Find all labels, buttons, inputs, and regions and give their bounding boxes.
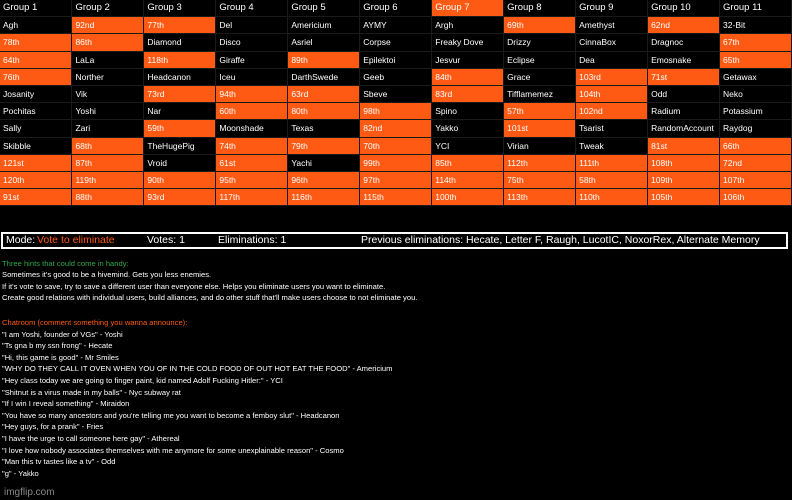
chat-message: "Hey guys, for a prank" - Fries [2,422,104,432]
player-cell: Virian [504,137,576,154]
player-cell: Sally [0,120,72,137]
player-cell: Vik [72,85,144,102]
eliminated-cell: 80th [288,103,360,120]
eliminated-cell: 84th [432,68,504,85]
groups-table [0,0,792,206]
status-bar [1,232,788,249]
group-header: Group 8 [504,0,576,17]
table-row [0,171,792,188]
eliminated-cell: 114th [432,171,504,188]
eliminated-cell: 81st [648,137,720,154]
player-cell: AYMY [360,17,432,34]
eliminated-cell: 66th [720,137,792,154]
player-cell: Eclipse [504,51,576,68]
player-cell: Yoshi [72,103,144,120]
group-header: Group 9 [576,0,648,17]
player-cell: Nar [144,103,216,120]
group-header: Group 4 [216,0,288,17]
eliminated-cell: 86th [72,34,144,51]
eliminated-cell: 90th [144,171,216,188]
eliminated-cell: 87th [72,154,144,171]
player-cell: Asriel [288,34,360,51]
votes-count: Votes: 1 [147,234,185,246]
eliminated-cell: 94th [216,85,288,102]
eliminated-cell: 79th [288,137,360,154]
eliminated-cell: 98th [360,103,432,120]
eliminations-count: Eliminations: 1 [218,234,287,246]
player-cell: 32-Bit [720,17,792,34]
eliminated-cell: 72nd [720,154,792,171]
eliminated-cell: 88th [72,189,144,206]
mode-value: Vote to eliminate [37,234,115,246]
chat-message: "If I win I reveal something" - Miraidon [2,399,130,409]
eliminated-cell: 103rd [576,68,648,85]
player-cell: Raydog [720,120,792,137]
player-cell: Yachi [288,154,360,171]
eliminated-cell: 104th [576,85,648,102]
eliminated-cell: 109th [648,171,720,188]
player-cell: Neko [720,85,792,102]
eliminated-cell: 60th [216,103,288,120]
player-cell: Emosnake [648,51,720,68]
chat-message: "WHY DO THEY CALL IT OVEN WHEN YOU OF IN THE COLD FOOD OF OUT HOT EAT THE FOOD" - Americium [2,364,393,374]
eliminated-cell: 91st [0,189,72,206]
player-cell: Grace [504,68,576,85]
player-cell: CinnaBox [576,34,648,51]
hints-title: Three hints that could come in handy: [2,259,129,268]
eliminated-cell: 97th [360,171,432,188]
group-header: Group 6 [360,0,432,17]
chat-message: "g" - Yakko [2,468,39,478]
player-cell: Agh [0,17,72,34]
player-cell: Disco [216,34,288,51]
player-cell: Tsarist [576,120,648,137]
player-cell: Josanity [0,85,72,102]
table-row [0,137,792,154]
player-cell: Iceu [216,68,288,85]
eliminated-cell: 119th [72,171,144,188]
group-header: Group 10 [648,0,720,17]
eliminated-cell: 57th [504,103,576,120]
player-cell: Dea [576,51,648,68]
eliminated-cell: 105th [648,189,720,206]
table-row [0,68,792,85]
player-cell: Giraffe [216,51,288,68]
header-row [0,0,792,17]
previous-eliminations: Previous eliminations: Hecate, Letter F, Raugh, LucotIC, NoxorRex, Alternate Memory [361,234,760,246]
group-header: Group 11 [720,0,792,17]
chat-message: "I am Yoshi, founder of VGs" - Yoshi [2,329,123,339]
eliminated-cell: 92nd [72,17,144,34]
table-row [0,154,792,171]
table-row [0,51,792,68]
table-row [0,103,792,120]
watermark: imgflip.com [4,487,55,498]
player-cell: Del [216,17,288,34]
eliminated-cell: 108th [648,154,720,171]
player-cell: Radium [648,103,720,120]
group-header: Group 7 [432,0,504,17]
player-cell: Moonshade [216,120,288,137]
player-cell: Dragnoc [648,34,720,51]
eliminated-cell: 120th [0,171,72,188]
eliminated-cell: 115th [360,189,432,206]
eliminated-cell: 95th [216,171,288,188]
player-cell: Americium [288,17,360,34]
eliminated-cell: 110th [576,189,648,206]
chatroom-section [2,317,392,479]
eliminated-cell: 82nd [360,120,432,137]
eliminated-cell: 68th [72,137,144,154]
chat-message: "I have the urge to call someone here gay" - Athereal [2,433,180,443]
player-cell: Vroid [144,154,216,171]
group-header: Group 2 [72,0,144,17]
eliminated-cell: 71st [648,68,720,85]
eliminated-cell: 76th [0,68,72,85]
player-cell: DarthSwede [288,68,360,85]
eliminated-cell: 89th [288,51,360,68]
eliminated-cell: 75th [504,171,576,188]
player-cell: Zari [72,120,144,137]
eliminated-cell: 96th [288,171,360,188]
player-cell: TheHugePig [144,137,216,154]
player-cell: Corpse [360,34,432,51]
player-cell: Argh [432,17,504,34]
player-cell: Tweak [576,137,648,154]
eliminated-cell: 107th [720,171,792,188]
eliminated-cell: 64th [0,51,72,68]
eliminated-cell: 113th [504,189,576,206]
eliminated-cell: 116th [288,189,360,206]
empty-spreadsheet-rows [0,206,792,232]
player-cell: Amethyst [576,17,648,34]
chat-message: "Ts gna b my ssn frong" - Hecate [2,341,113,351]
hint-line: Create good relations with individual users, build alliances, and do other stuff that'll make users choose to not eliminate you. [2,292,418,302]
player-cell: Odd [648,85,720,102]
eliminated-cell: 65th [720,51,792,68]
player-cell: Headcanon [144,68,216,85]
player-cell: Diamond [144,34,216,51]
player-cell: Pochitas [0,103,72,120]
group-header: Group 5 [288,0,360,17]
player-cell: Yakko [432,120,504,137]
hint-line: Sometimes it's good to be a hivemind. Gets you less enemies. [2,270,212,280]
player-cell: YCI [432,137,504,154]
eliminated-cell: 77th [144,17,216,34]
eliminated-cell: 70th [360,137,432,154]
chat-message: "Man this tv tastes like a tv" - Odd [2,457,116,467]
player-cell: Jesvur [432,51,504,68]
eliminated-cell: 111th [576,154,648,171]
chatroom-title: Chatroom (comment something you wanna announce): [2,318,188,327]
group-header: Group 1 [0,0,72,17]
player-cell: Spino [432,103,504,120]
chat-messages [2,329,392,480]
player-cell: Sbeve [360,85,432,102]
chat-message: "I love how nobody associates themselves with me anymore for some unexplainable reason" - Cosmo [2,445,344,455]
player-cell: RandomAccount [648,120,720,137]
hint-line: If it's vote to save, try to save a different user than everyone else. Helps you eliminate users you want to eliminate. [2,281,386,291]
player-cell: Getawax [720,68,792,85]
chat-message: "Hey class today we are going to finger paint, kid named Adolf Fucking Hitler:" - YCI [2,375,283,385]
chat-message: "Hi, this game is good" - Mr Smiles [2,352,119,362]
eliminated-cell: 101st [504,120,576,137]
eliminated-cell: 62nd [648,17,720,34]
eliminated-cell: 85th [432,154,504,171]
eliminated-cell: 100th [432,189,504,206]
player-cell: Freaky Dove [432,34,504,51]
table-row [0,17,792,34]
player-cell: LaLa [72,51,144,68]
group-header: Group 3 [144,0,216,17]
player-cell: Drizzy [504,34,576,51]
table-row [0,85,792,102]
eliminated-cell: 118th [144,51,216,68]
player-cell: Norther [72,68,144,85]
player-cell: Potassium [720,103,792,120]
player-cell: Tifflamemez [504,85,576,102]
eliminated-cell: 117th [216,189,288,206]
table-row [0,34,792,51]
player-cell: Skibble [0,137,72,154]
player-cell: Epilektoi [360,51,432,68]
eliminated-cell: 112th [504,154,576,171]
chat-message: "You have so many ancestors and you're telling me you want to become a femboy slut" - Headcanon [2,410,340,420]
eliminated-cell: 67th [720,34,792,51]
table-row [0,120,792,137]
eliminated-cell: 73rd [144,85,216,102]
eliminated-cell: 106th [720,189,792,206]
eliminated-cell: 74th [216,137,288,154]
eliminated-cell: 58th [576,171,648,188]
hints-section [2,258,417,303]
eliminated-cell: 83rd [432,85,504,102]
eliminated-cell: 102nd [576,103,648,120]
player-cell: Geeb [360,68,432,85]
eliminated-cell: 121st [0,154,72,171]
eliminated-cell: 69th [504,17,576,34]
eliminated-cell: 59th [144,120,216,137]
mode-label: Mode: [6,234,36,246]
eliminated-cell: 99th [360,154,432,171]
eliminated-cell: 78th [0,34,72,51]
eliminated-cell: 61st [216,154,288,171]
eliminated-cell: 63rd [288,85,360,102]
player-cell: Texas [288,120,360,137]
table-row [0,189,792,206]
eliminated-cell: 93rd [144,189,216,206]
chat-message: "Shitnut is a virus made in my balls" - Nyc subway rat [2,387,181,397]
